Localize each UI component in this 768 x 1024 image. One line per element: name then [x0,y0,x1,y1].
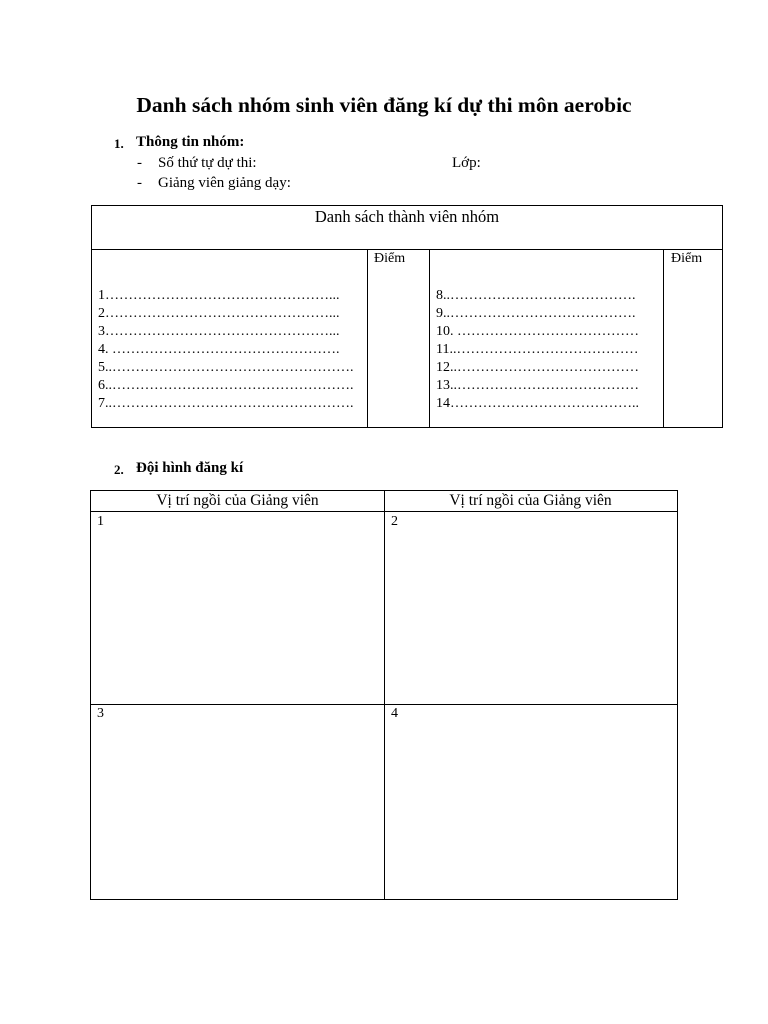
list-item: 12..………………………………… [436,360,639,375]
divider [384,491,385,899]
divider [92,249,722,250]
list-item: 13..………………………………… [436,378,639,393]
dash-1: - [137,155,142,171]
cell-number-3: 3 [97,706,104,721]
divider [367,249,368,427]
dash-2: - [137,175,142,191]
class-label: Lớp: [452,155,481,171]
divider [663,249,664,427]
contest-number-label: Số thứ tự dự thi: [158,155,257,171]
member-table [91,205,723,428]
list-item: 1…………………………………………... [98,288,340,303]
section-2-title: Đội hình đăng kí [136,460,244,476]
list-item: 14………………………………….. [436,396,639,411]
section-1-title: Thông tin nhóm: [136,134,245,150]
member-list-left [98,287,354,413]
list-item: 7..……………………………………………. [98,396,354,411]
score-header-right: Điểm [671,251,703,266]
list-item: 5..……………………………………………. [98,360,354,375]
formation-header-right: Vị trí ngồi của Giảng viên [449,492,612,509]
list-item: 9..…………………………………. [436,306,636,321]
section-1-number: 1. [114,136,124,151]
member-list-right [436,287,639,413]
list-item: 2…………………………………………... [98,306,340,321]
score-header-left: Điểm [374,251,406,266]
list-item: 3…………………………………………... [98,324,340,339]
list-item: 6..……………………………………………. [98,378,354,393]
divider [429,249,430,427]
formation-table [90,490,678,900]
formation-header-left: Vị trí ngồi của Giảng viên [156,492,319,509]
cell-number-4: 4 [391,706,398,721]
list-item: 4. …………………………………………. [98,342,340,357]
member-table-header: Danh sách thành viên nhóm [314,207,500,226]
list-item: 11..………………………………… [436,342,639,357]
section-2-number: 2. [114,462,124,477]
list-item: 10. ………………………………… [436,324,639,339]
page-title: Danh sách nhóm sinh viên đăng kí dự thi môn aerobic [136,93,632,117]
list-item: 8..…………………………………. [436,288,636,303]
cell-number-2: 2 [391,514,398,529]
cell-number-1: 1 [97,514,104,529]
instructor-label: Giảng viên giảng dạy: [158,175,291,191]
